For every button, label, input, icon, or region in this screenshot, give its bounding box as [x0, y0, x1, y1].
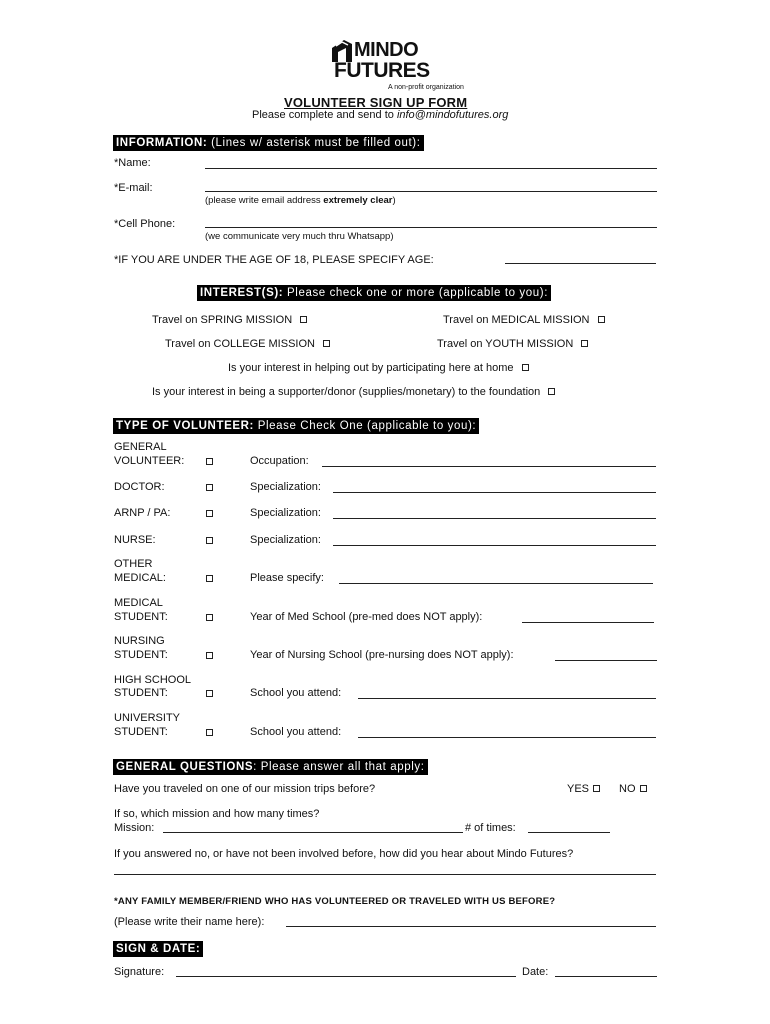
volunteer-row-checkbox[interactable] [206, 484, 213, 491]
interest-youth [437, 338, 588, 350]
mission-label: Mission: [114, 822, 155, 834]
phone-label: *Cell Phone: [114, 218, 176, 230]
times-field[interactable] [528, 832, 610, 833]
sign-header: SIGN & DATE: [113, 941, 203, 957]
interest-youth-label: Travel on YOUTH MISSION [437, 338, 574, 350]
email-label: *E-mail: [114, 182, 153, 194]
logo-line2: FUTURES [334, 59, 430, 82]
interest-medical [443, 314, 605, 326]
volunteer-row-field-label: School you attend: [250, 687, 342, 699]
q1-yes-checkbox[interactable] [593, 785, 600, 792]
volunteer-row-checkbox[interactable] [206, 537, 213, 544]
q1-yes [567, 783, 600, 795]
volunteer-row-label-line2: STUDENT: [114, 726, 168, 738]
form-email: info@mindofutures.org [396, 109, 509, 121]
volunteer-row-field-line[interactable] [333, 518, 656, 519]
q1-no-label: NO [619, 783, 636, 795]
volunteer-row-label-line1: GENERAL [114, 441, 167, 453]
general-questions-header-bold: GENERAL QUESTIONS [116, 761, 254, 773]
age-label: *IF YOU ARE UNDER THE AGE OF 18, PLEASE SPECIFY AGE: [114, 254, 434, 266]
q3-field[interactable] [114, 874, 656, 875]
name-field[interactable] [205, 168, 657, 169]
volunteer-row-checkbox[interactable] [206, 575, 213, 582]
date-label: Date: [522, 966, 549, 978]
date-field[interactable] [555, 976, 657, 977]
general-questions-header-rest: : Please answer all that apply: [253, 761, 425, 773]
interest-medical-checkbox[interactable] [598, 316, 605, 323]
name-label: *Name: [114, 157, 151, 169]
q1-text: Have you traveled on one of our mission trips before? [114, 783, 376, 795]
volunteer-type-header-rest: Please Check One (applicable to you): [253, 420, 477, 432]
volunteer-row-field-line[interactable] [358, 737, 656, 738]
interest-college [165, 338, 330, 350]
logo-tagline: A non-profit organization [388, 84, 464, 91]
email-note-suffix: ) [392, 195, 396, 206]
volunteer-row-field-line[interactable] [322, 466, 656, 467]
interest-home-label: Is your interest in helping out by participating here at home [228, 362, 514, 374]
volunteer-row-checkbox[interactable] [206, 458, 213, 465]
phone-note: (we communicate very much thru Whatsapp) [205, 231, 394, 242]
volunteer-row-field-label: Please specify: [250, 572, 324, 584]
interests-header [197, 285, 551, 301]
information-header-bold: INFORMATION: [116, 137, 208, 149]
interest-donor-label: Is your interest in being a supporter/donor (supplies/monetary) to the foundation [152, 386, 541, 398]
email-note-prefix: (please write email address [205, 195, 324, 206]
volunteer-row-checkbox[interactable] [206, 690, 213, 697]
volunteer-type-header [113, 418, 479, 434]
mission-field[interactable] [163, 832, 463, 833]
logo [330, 36, 464, 94]
interest-medical-label: Travel on MEDICAL MISSION [443, 314, 590, 326]
volunteer-row-label-line2: DOCTOR: [114, 481, 165, 493]
information-header-rest: (Lines w/ asterisk must be filled out): [207, 137, 421, 149]
email-note-bold: extremely clear [323, 195, 393, 206]
q2-text: If so, which mission and how many times? [114, 808, 320, 820]
interest-spring [152, 314, 307, 326]
q3-text: If you answered no, or have not been involved before, how did you hear about Mindo Futures? [114, 848, 574, 860]
volunteer-row-field-line[interactable] [555, 660, 657, 661]
q1-no-checkbox[interactable] [640, 785, 647, 792]
volunteer-row-field-line[interactable] [358, 698, 656, 699]
volunteer-row-label-line2: STUDENT: [114, 687, 168, 699]
form-subtitle [252, 109, 508, 121]
email-field[interactable] [205, 191, 657, 192]
volunteer-row-field-line[interactable] [522, 622, 654, 623]
general-questions-header [113, 759, 428, 775]
interest-spring-label: Travel on SPRING MISSION [152, 314, 293, 326]
email-note [205, 195, 396, 206]
interest-college-label: Travel on COLLEGE MISSION [165, 338, 315, 350]
signature-label: Signature: [114, 966, 165, 978]
q1-no [619, 783, 647, 795]
volunteer-row-label-line2: VOLUNTEER: [114, 455, 185, 467]
volunteer-row-label-line1: OTHER [114, 558, 153, 570]
phone-field[interactable] [205, 227, 657, 228]
volunteer-row-label-line1: UNIVERSITY [114, 712, 181, 724]
family-name-label: (Please write their name here): [114, 916, 265, 928]
volunteer-row-field-label: Specialization: [250, 534, 321, 546]
volunteer-row-field-label: Year of Nursing School (pre-nursing does NOT apply): [250, 649, 514, 661]
logo-line1: MINDO [354, 39, 419, 61]
interest-youth-checkbox[interactable] [581, 340, 588, 347]
volunteer-row-label-line1: HIGH SCHOOL [114, 674, 192, 686]
volunteer-row-field-line[interactable] [333, 492, 656, 493]
interest-home [228, 362, 529, 374]
family-question: *ANY FAMILY MEMBER/FRIEND WHO HAS VOLUNTEERED OR TRAVELED WITH US BEFORE? [114, 896, 556, 907]
volunteer-type-header-bold: TYPE OF VOLUNTEER: [116, 420, 254, 432]
volunteer-row-label-line2: MEDICAL: [114, 572, 166, 584]
volunteer-row-label-line1: MEDICAL [114, 597, 163, 609]
information-header [113, 135, 424, 151]
times-label: # of times: [465, 822, 516, 834]
form-title: VOLUNTEER SIGN UP FORM [284, 95, 468, 110]
volunteer-row-label-line2: ARNP / PA: [114, 507, 171, 519]
interests-header-bold: INTEREST(S): [200, 287, 284, 299]
volunteer-row-checkbox[interactable] [206, 510, 213, 517]
volunteer-row-label-line1: NURSING [114, 635, 165, 647]
volunteer-row-field-label: Specialization: [250, 507, 321, 519]
volunteer-row-field-label: Year of Med School (pre-med does NOT apply): [250, 611, 483, 623]
interest-donor [152, 386, 555, 398]
form-subtitle-prefix: Please complete and send to [252, 109, 397, 121]
interest-home-checkbox[interactable] [522, 364, 529, 371]
volunteer-row-checkbox[interactable] [206, 614, 213, 621]
volunteer-row-field-label: Specialization: [250, 481, 321, 493]
volunteer-row-checkbox[interactable] [206, 729, 213, 736]
interest-donor-checkbox[interactable] [548, 388, 555, 395]
volunteer-row-label-line2: STUDENT: [114, 611, 168, 623]
volunteer-row-field-line[interactable] [339, 583, 653, 584]
q1-yes-label: YES [567, 783, 590, 795]
interests-header-rest: Please check one or more (applicable to you): [283, 287, 548, 299]
interest-spring-checkbox[interactable] [300, 316, 307, 323]
signature-field[interactable] [176, 976, 516, 977]
volunteer-row-field-line[interactable] [333, 545, 656, 546]
volunteer-row-label-line2: STUDENT: [114, 649, 168, 661]
volunteer-row-field-label: Occupation: [250, 455, 309, 467]
age-field[interactable] [505, 263, 656, 264]
interest-college-checkbox[interactable] [323, 340, 330, 347]
volunteer-row-checkbox[interactable] [206, 652, 213, 659]
volunteer-row-label-line2: NURSE: [114, 534, 156, 546]
family-name-field[interactable] [286, 926, 656, 927]
volunteer-row-field-label: School you attend: [250, 726, 342, 738]
